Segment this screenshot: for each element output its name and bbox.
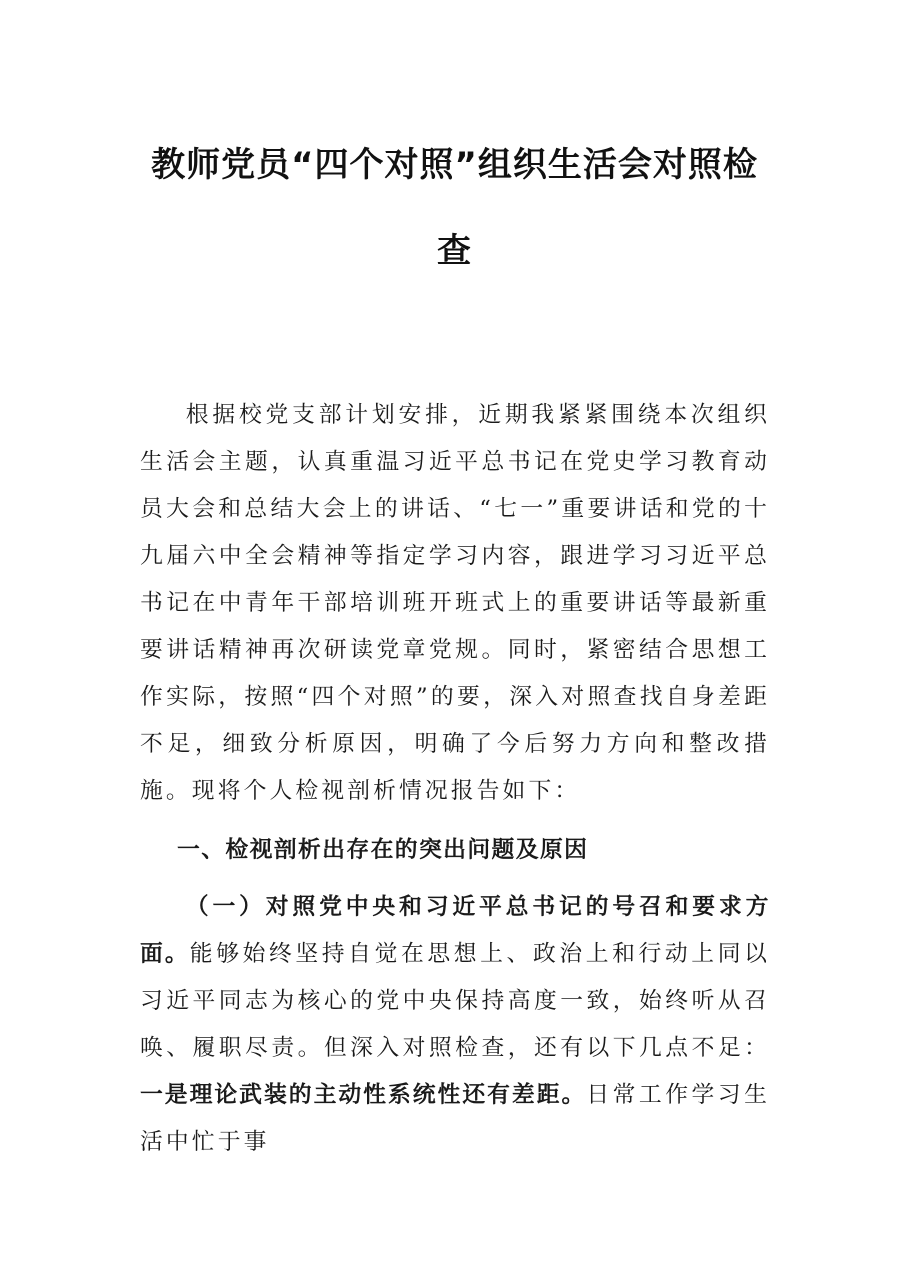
point-1-text: 日常工作学习生活中忙于事 [140, 1082, 770, 1155]
document-title-line-2: 查 [437, 231, 472, 271]
point-1-heading: 一是理论武装的主动性系统性还有差距。 [140, 1082, 587, 1108]
document-body [140, 392, 770, 1166]
subheading-1: （一）对照党中央和习近平总书记的号召和要求方面。 [140, 894, 770, 967]
section-heading-1: 一、检视剖析出存在的突出问题及原因 [177, 837, 589, 863]
intro-paragraph: 根据校党支部计划安排，近期我紧紧围绕本次组织生活会主题，认真重温习近平总书记在党史学习教育动员大会和总结大会上的讲话、“七一”重要讲话和党的十九届六中全会精神等指定学习内容，跟进学习习近平总书记在中青年干部培训班开班式上的重要讲话等最新重要讲话精神再次研读党章党规。同时，紧密结合思想工作实际，按照“四个对照”的要，深入对照查找自身差距不足，细致分析原因，明确了今后努力方向和整改措施。现将个人检视剖析情况报告如下： [140, 402, 770, 804]
section-1-paragraph [140, 884, 770, 1166]
document-title-line-1: 教师党员“四个对照”组织生活会对照检 [151, 145, 758, 185]
paragraph-2-text: 能够始终坚持自觉在思想上、政治上和行动上同以习近平同志为核心的党中央保持高度一致，始终听从召唤、履职尽责。但深入对照检查，还有以下几点不足： [140, 941, 770, 1061]
